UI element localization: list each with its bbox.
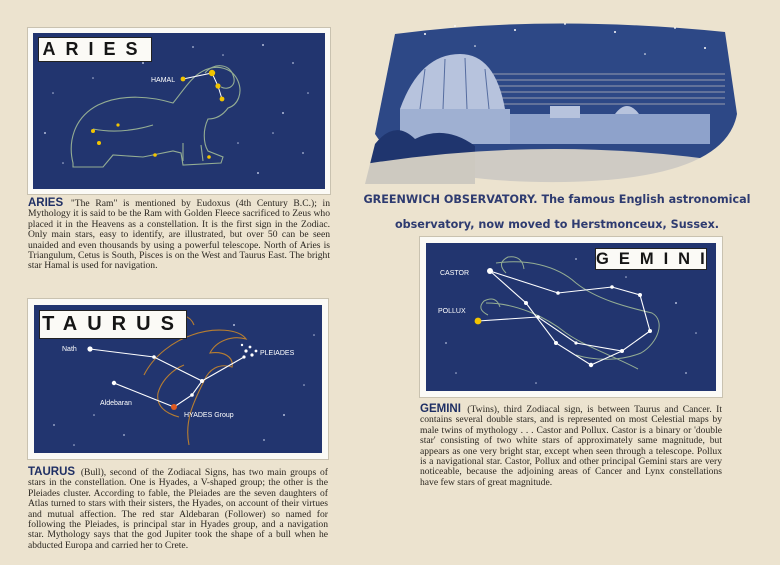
greenwich-observatory-illustration: [365, 14, 743, 184]
taurus-lead: TAURUS: [28, 466, 76, 478]
aries-description: [28, 198, 330, 272]
observatory-caption-line1: GREENWICH OBSERVATORY. The famous English astronomical: [363, 193, 751, 206]
aries-title: ARIES: [38, 37, 152, 62]
taurus-text: (Bull), second of the Zodiacal Signs, has two main groups of stars in the constellation. One is Hyades, a V-shaped group; the other is the Pleiades cluster. According to fable, the Pleiades are the seven daughters of Atlas turned to stars with their sisters, the Hyades, on account of their virtues and mutual affection. The red star Aldebaran (Follower) so named for following the Pleiades, is principal star in Hyades group, and a navigation star. Mythology says that the god Jupiter took the shape of a bull when he abducted Europa and carried her to Crete.: [28, 467, 328, 551]
gemini-lead: GEMINI: [420, 403, 461, 415]
aries-text: "The Ram" is mentioned by Eudoxus (4th Century B.C.); in Mythology it is said to be the Ram with Golden Fleece sacrificed to Zeus who placed it in the Heavens as a constellation. It is the first sign in the Zodiac. Only main stars, easy to identify, are illustrated, but over 50 can be seen unaided and even thousands by using a powerful telescope. North of Aries is Triangulum, Cetus is South, Pisces is on the West and Taurus East. The bright star Hamal is used for navigation.: [28, 198, 330, 272]
gemini-text: (Twins), third Zodiacal sign, is between Taurus and Cancer. It contains several double stars, and is represented on most Celestial maps by male twins of mythology . . . Castor and Pollux. Castor is a binary or 'double star' consisting of two white stars of approximately same magnitude, but appears as one very bright star, except when seen through a telescope. Pollux is a navigational star. Castor, Pollux and other principal Gemini stars are very noticeable, because the adjoining areas of Cancer and Lynx constellations have few stars of great magnitude.: [420, 404, 722, 488]
gemini-description: [420, 404, 722, 488]
observatory-caption-line2: observatory, now moved to Herstmonceux, Sussex.: [394, 218, 720, 231]
gemini-star-map: [426, 243, 716, 391]
taurus-description: [28, 467, 328, 551]
aries-star-map: [33, 33, 325, 189]
gemini-star-pollux-label: POLLUX: [438, 308, 466, 315]
taurus-star-aldebaran-label: Aldebaran: [100, 400, 132, 407]
taurus-card: [28, 299, 328, 459]
gemini-title: GEMINI: [596, 250, 715, 268]
aries-star-hamal-label: HAMAL: [151, 77, 176, 84]
gemini-card: [420, 237, 722, 397]
aries-card: [28, 28, 330, 194]
gemini-star-castor-label: CASTOR: [440, 270, 470, 277]
taurus-star-nath-label: Nath: [62, 346, 77, 353]
aries-lead: ARIES: [28, 197, 64, 209]
taurus-hyades-label: HYADES Group: [184, 412, 234, 419]
taurus-star-map: [34, 305, 322, 453]
taurus-title: TAURUS: [39, 310, 187, 339]
taurus-pleiades-label: PLEIADES: [260, 350, 295, 357]
